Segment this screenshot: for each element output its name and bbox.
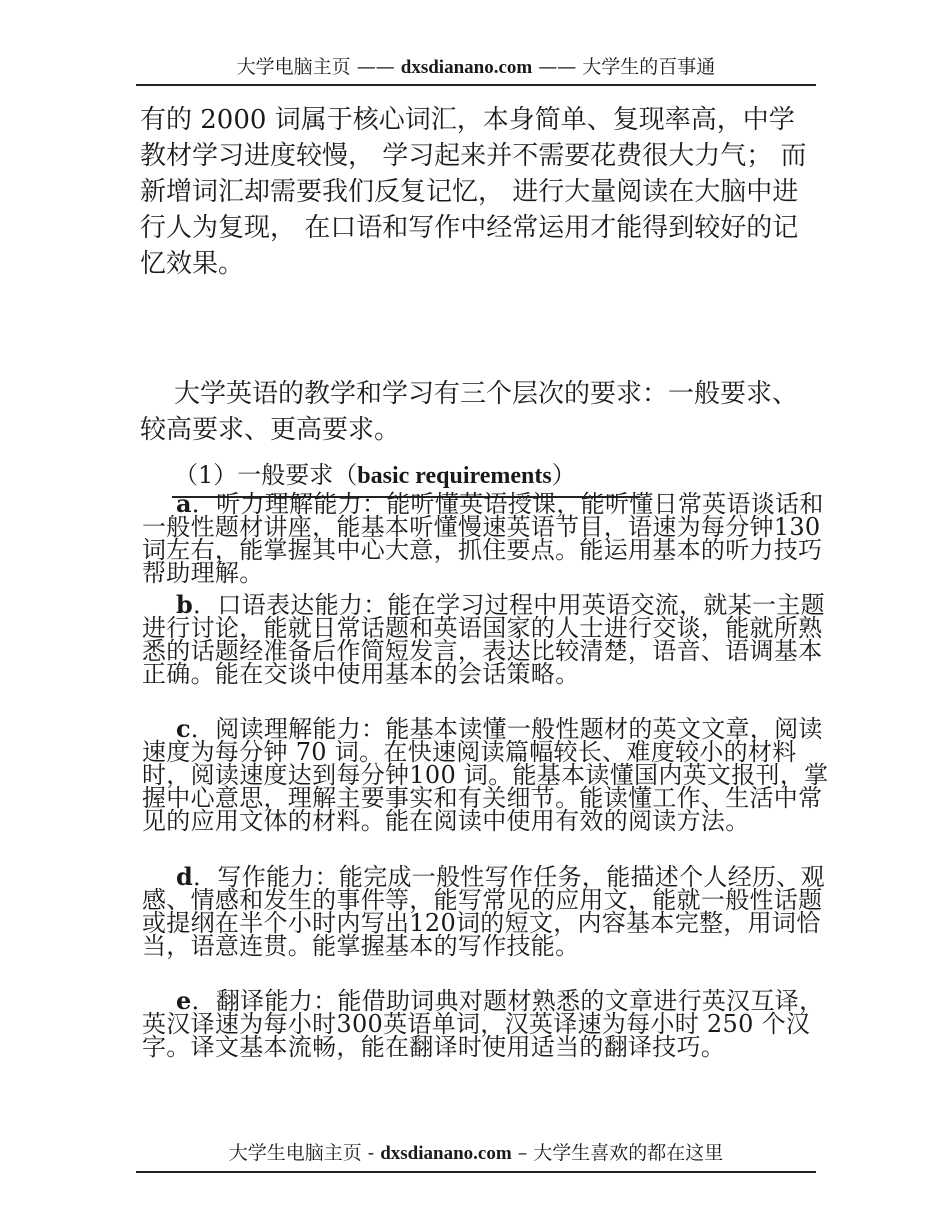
requirement-e [142, 986, 832, 1061]
requirement-text: ．写作能力：能完成一般性写作任务，能描述个人经历、观感、情感和发生的事件等，能写常见的应用文，能就一般性话题或提纲在半个小时内写出120词的短文，内容基本完整，用词恰当，语意连贯。能掌握基本的写作技能。 [142, 863, 825, 960]
header-left-text: 大学电脑主页 —— [236, 56, 401, 78]
levels-paragraph: 大学英语的教学和学习有三个层次的要求：一般要求、较高要求、更高要求。 [140, 379, 799, 445]
section-number: （1）一般要求（ [174, 461, 358, 489]
requirement-letter: b [176, 590, 194, 619]
header-rule [136, 84, 816, 86]
footer-left-text: 大学生电脑主页 - [228, 1142, 381, 1164]
requirement-text: ．听力理解能力：能听懂英语授课，能听懂日常英语谈话和一般性题材讲座，能基本听懂慢速英语节目，语速为每分钟130词左右，能掌握其中心大意，抓住要点。能运用基本的听力技巧帮助理解。 [142, 490, 824, 587]
requirement-a [142, 489, 832, 587]
header-right-text: —— 大学生的百事通 [532, 56, 716, 78]
section-english: basic requirements [357, 463, 552, 489]
requirement-letter: d [176, 862, 194, 891]
requirement-text: ．翻译能力：能借助词典对题材熟悉的文章进行英汉互译，英汉译速为每小时300英语单词，汉英译速为每小时 250 个汉字。译文基本流畅，能在翻译时使用适当的翻译技巧。 [142, 987, 824, 1061]
requirement-letter: c [176, 714, 191, 743]
requirement-c [142, 714, 832, 835]
footer-rule [136, 1171, 816, 1173]
header-site-link[interactable]: dxsdianano.com [400, 57, 533, 78]
requirement-text: ．阅读理解能力：能基本读懂一般性题材的英文文章，阅读速度为每分钟 70 词。在快速阅读篇幅较长、难度较小的材料时，阅读速度达到每分钟100 词。能基本读懂国内英文报刊，掌握中心意思，理解主要事实和有关细节。能读懂工作、生活中常见的应用文体的材料。能在阅读中使用有效的阅读方法。 [142, 715, 829, 835]
page-footer [138, 1140, 814, 1167]
requirement-b [142, 590, 832, 688]
section-title [174, 460, 576, 491]
requirement-text: ．口语表达能力：能在学习过程中用英语交流，就某一主题进行讨论，能就日常话题和英语国家的人士进行交谈，能就所熟悉的话题经准备后作简短发言，表达比较清楚，语音、语调基本正确。能在交谈中使用基本的会话策略。 [142, 591, 825, 688]
requirement-letter: a [176, 489, 192, 518]
requirement-d [142, 862, 832, 960]
intro-paragraph: 有的 2000 词属于核心词汇，本身简单、复现率高，中学教材学习进度较慢， 学习起来并不需要花费很大力气； 而新增词汇却需要我们反复记忆， 进行大量阅读在大脑中进行人为复现， 在口语和写作中经常运用才能得到较好的记忆效果。 [140, 105, 807, 279]
page-header [138, 54, 814, 81]
requirement-letter: e [176, 986, 192, 1015]
footer-site-link[interactable]: dxsdianano.com [380, 1143, 512, 1164]
section-close: ） [551, 461, 576, 489]
footer-right-text: – 大学生喜欢的都在这里 [511, 1142, 724, 1164]
